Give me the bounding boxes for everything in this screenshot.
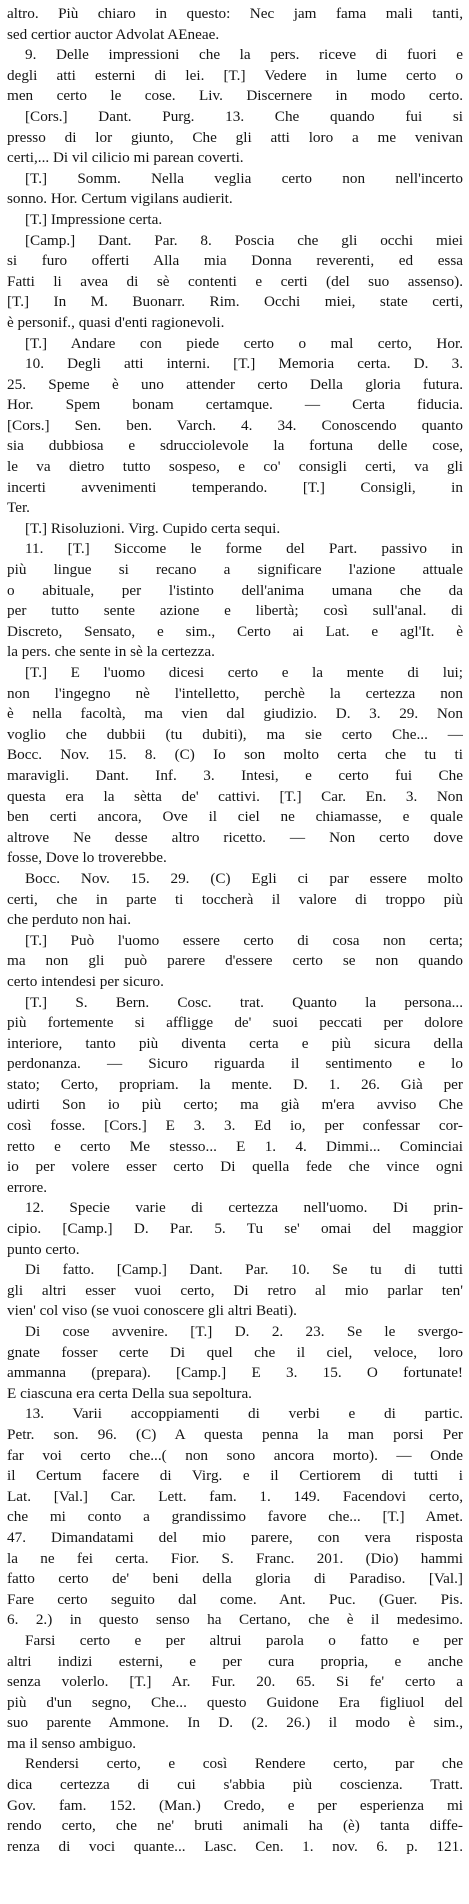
text-line: far voi certo che...( non sono ancora morto). — Onde xyxy=(7,1446,463,1464)
text-line: men certo le cose. Liv. Discernere in modo certo. xyxy=(7,87,463,105)
text-line: Fatti li avea di sè contenti e certi (del suo assenso). xyxy=(7,272,463,290)
text-line: Di cose avvenire. [T.] D. 2. 23. Se le svergo- xyxy=(25,1323,463,1340)
text-line: [Cors.] Sen. ben. Varch. 4. 34. Conoscendo quanto xyxy=(7,416,463,434)
text-line: [T.] S. Bern. Cosc. trat. Quanto la persona... xyxy=(25,993,463,1011)
text-line: certo intendesi per sicuro. xyxy=(7,972,164,990)
text-line: Rendersi certo, e così Rendere certo, par che xyxy=(25,1755,463,1773)
text-line: Bocc. Nov. 15. 8. (C) Io son molto certa che tu ti xyxy=(7,746,463,764)
text-line: [Cors.] Dant. Purg. 13. Che quando fui si xyxy=(25,107,463,125)
text-line: le va dietro tutto sospeso, e co' consigli certi, va gli xyxy=(7,458,463,476)
text-line: è nella facoltà, ma vien dal giudizio. D. 3. 29. Non xyxy=(7,705,463,723)
text-line: ma non gli può parere d'essere certo se non quando xyxy=(7,952,463,970)
text-line: [T.] Somm. Nella veglia certo non nell'incerto xyxy=(25,169,463,187)
text-line: il Certum facere di Virg. e il Certiorem di tutti i xyxy=(7,1467,463,1485)
text-line: suo parente Ammone. In D. (2. 26.) il modo è sim., xyxy=(7,1714,463,1732)
text-line: o abituale, per l'istinto dell'anima umana che da xyxy=(7,581,463,599)
text-line: Petr. son. 96. (C) A questa penna la man porsi Per xyxy=(7,1425,463,1443)
text-line: più fortemente si affligge de' suoi peccati per dolore xyxy=(7,1014,463,1032)
text-line: interiore, tanto più diventa certa e più sicura della xyxy=(7,1034,463,1052)
text-line: senza volerlo. [T.] Ar. Fur. 20. 65. Si fe' certo a xyxy=(7,1673,463,1691)
text-line: gli altri esser vuoi certo, Di retro al mio parlar ten' xyxy=(7,1281,463,1299)
text-line: la ne fei certa. Fior. S. Franc. 201. (Dio) hammi xyxy=(7,1549,463,1567)
text-line: fosse, Dove lo troverebbe. xyxy=(7,849,167,867)
text-line: per tutto sente azione e libertà; così sull'anal. di xyxy=(7,602,463,620)
text-line: renza di voci quante... Lasc. Cen. 1. nov. 6. p. 121. xyxy=(7,1837,463,1855)
text-line: Hor. Spem bonam certamque. — Certa fiducia. xyxy=(7,396,463,414)
text-line: la pers. che sente in sè la certezza. xyxy=(7,643,215,661)
text-line: retto e certo Me stesso... E 1. 4. Dimmi... Cominciai xyxy=(7,1137,463,1155)
text-line: certi, che in parte ti toccherà il valore di troppo più xyxy=(7,890,463,908)
text-line: più lingue si recano a significare l'azione attuale xyxy=(7,561,463,579)
text-line: voglio che dubbii (tu dubiti), ma sie certo Che... — xyxy=(7,725,463,743)
text-line: sia dubbiosa e sdrucciolevole la fortuna delle cose, xyxy=(7,437,463,455)
text-line: Gov. fam. 152. (Man.) Credo, e per esperienza mi xyxy=(7,1796,463,1814)
text-line: ma il senso ambiguo. xyxy=(7,1734,137,1752)
text-line: errore. xyxy=(7,1178,48,1196)
text-line: maravigli. Dant. Inf. 3. Intesi, e certo fui Che xyxy=(7,766,463,784)
text-line: Fare certo seguito dal come. Ant. Puc. (Guer. Pis. xyxy=(7,1590,463,1608)
text-line: che mi conto a grandissimo favore che... [T.] Amet. xyxy=(7,1508,463,1526)
text-line: altro. Più chiaro in questo: Nec jam fama mali tanti, xyxy=(7,5,463,22)
text-line: 6. 2.) in questo senso ha Certano, che è il medesimo. xyxy=(7,1611,463,1629)
text-line: vien' col viso (se vuoi conoscere gli altri Beati). xyxy=(7,1302,297,1320)
text-line: presso di lor giunto, Che gli atti loro a me venivan xyxy=(7,128,463,146)
text-line: altri indizi esterni, e per cura propria, e anche xyxy=(7,1652,463,1670)
text-line: Bocc. Nov. 15. 29. (C) Egli ci par essere molto xyxy=(25,869,463,887)
text-line: Lat. [Val.] Car. Lett. fam. 1. 149. Facendovi certo, xyxy=(7,1487,463,1505)
text-line: 12. Specie varie di certezza nell'uomo. Di prin- xyxy=(25,1199,463,1217)
text-line: sonno. Hor. Certum vigilans audierit. xyxy=(7,190,233,208)
text-line: incerti avvenimenti temperando. [T.] Consigli, in xyxy=(7,478,463,496)
text-line: sed certior auctor Advolat AEneae. xyxy=(7,25,220,43)
text-line: 13. Varii accoppiamenti di verbi e di partic. xyxy=(25,1405,463,1423)
text-line: più d'un segno, Che... questo Guidone Era figliuol del xyxy=(7,1693,463,1711)
text-line: è personif., quasi d'enti ragionevoli. xyxy=(7,313,225,331)
text-line: perdonanza. — Sicuro riguarda il sentimento e lo xyxy=(7,1055,463,1073)
text-line: degli atti esterni di lei. [T.] Vedere in lume certo o xyxy=(7,66,463,84)
text-line: così fosse. [Cors.] E 3. 3. Ed io, per confessar cor- xyxy=(7,1117,463,1135)
text-line: questa era la sètta de' cattivi. [T.] Car. En. 3. Non xyxy=(7,787,463,805)
text-line: Farsi certo e per altrui parola o fatto e per xyxy=(25,1631,463,1649)
text-line: Ter. xyxy=(7,499,30,517)
text-line: ammanna (prepara). [Camp.] E 3. 15. O fortunate! xyxy=(7,1364,463,1382)
text-line: non l'ingegno nè l'intelletto, perchè la certezza non xyxy=(7,684,463,702)
text-line: stato; Certo, propriam. la mente. D. 1. 26. Già per xyxy=(7,1075,463,1093)
text-line: Discreto, Sensato, e sim., Certo ai Lat. e agl'It. è xyxy=(7,622,463,640)
text-line: gnate fosser certe Di quel che il ciel, veloce, loro xyxy=(7,1343,463,1361)
text-line: [T.] E l'uomo dicesi certo e la mente di lui; xyxy=(25,664,463,681)
text-line: udirti Son io più certo; ma già m'era avviso Che xyxy=(7,1096,463,1114)
text-line: ben certi ancora, Ove il ciel ne chiamasse, e quale xyxy=(7,808,463,826)
text-line: E ciascuna era certa Della sua sepoltura. xyxy=(7,1384,252,1402)
text-line: 25. Speme è uno attender certo Della gloria futura. xyxy=(7,375,463,393)
text-line: cipio. [Camp.] D. Par. 5. Tu se' omai del maggior xyxy=(7,1220,463,1238)
text-line: altrove Ne desse altro ricetto. — Non certo dove xyxy=(7,828,463,846)
text-line: certi,... Di vil cilicio mi parean coverti. xyxy=(7,149,244,167)
text-line: io per volere esser certo Di quella fede che vince ogni xyxy=(7,1158,463,1176)
text-line: Di fatto. [Camp.] Dant. Par. 10. Se tu di tutti xyxy=(25,1261,463,1279)
text-line: [T.] Risoluzioni. Virg. Cupido certa sequi. xyxy=(25,519,281,537)
text-line: [T.] In M. Buonarr. Rim. Occhi miei, state certi, xyxy=(7,293,463,311)
text-line: [T.] Impressione certa. xyxy=(25,210,163,228)
text-line: rendo certo, che ne' bruti animali ha (è) tanta diffe- xyxy=(7,1817,463,1835)
text-line: dica certezza di cui s'abbia più coscienza. Tratt. xyxy=(7,1776,463,1794)
text-line: fatto certo de' beni della gloria di Paradiso. [Val.] xyxy=(7,1570,463,1588)
text-line: 11. [T.] Siccome le forme del Part. passivo in xyxy=(25,540,463,558)
text-line: che perduto non hai. xyxy=(7,911,131,929)
text-line: [Camp.] Dant. Par. 8. Poscia che gli occhi miei xyxy=(25,231,463,249)
text-line: [T.] Può l'uomo essere certo di cosa non certa; xyxy=(25,931,463,949)
text-line: 10. Degli atti interni. [T.] Memoria certa. D. 3. xyxy=(25,355,463,373)
text-line: punto certo. xyxy=(7,1240,80,1258)
text-line: 9. Delle impressioni che la pers. riceve di fuori e xyxy=(25,46,463,64)
text-line: 47. Dimandatami del mio parere, con vera risposta xyxy=(7,1528,463,1546)
text-line: [T.] Andare con piede certo o mal certo, Hor. xyxy=(25,334,463,352)
text-line: si furo offerti Alla mia Donna reverenti, ed essa xyxy=(7,252,463,270)
